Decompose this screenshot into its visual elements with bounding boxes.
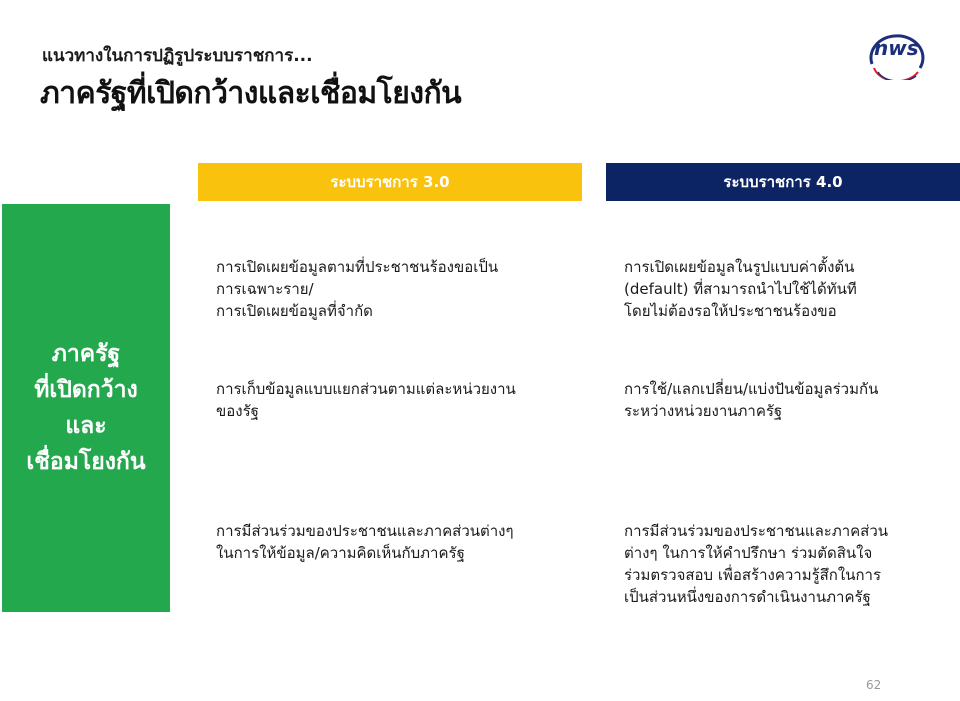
row-1-gov-3-0-text — [216, 256, 586, 322]
text-line: การเปิดเผยข้อมูลที่จำกัด — [216, 302, 373, 320]
slide-title: ภาครัฐที่เปิดกว้างและเชื่อมโยงกัน — [40, 76, 462, 111]
text-line: ร่วมตรวจสอบ เพื่อสร้างความรู้สึกในการ — [624, 566, 882, 584]
side-block-line: ที่เปิดกว้าง — [34, 377, 138, 403]
text-line: การมีส่วนร่วมของประชาชนและภาคส่วน — [624, 522, 889, 540]
organization-logo — [860, 24, 930, 80]
text-line: ของรัฐ — [216, 402, 259, 420]
text-line: การเปิดเผยข้อมูลในรูปแบบค่าตั้งต้น — [624, 258, 855, 276]
text-line: การเฉพาะราย/ — [216, 280, 314, 298]
text-line: การเปิดเผยข้อมูลตามที่ประชาชนร้องขอเป็น — [216, 258, 499, 276]
row-1-gov-4-0-text — [624, 256, 954, 322]
side-block-line: ภาครัฐ — [51, 341, 121, 367]
logo-text: nws — [874, 36, 919, 60]
text-line: การมีส่วนร่วมของประชาชนและภาคส่วนต่างๆ — [216, 522, 514, 540]
open-connected-government-block — [2, 204, 170, 612]
text-line: (default) ที่สามารถนำไปใช้ได้ทันที — [624, 280, 857, 298]
gov-3-0-header-label: ระบบราชการ 3.0 — [330, 173, 450, 191]
gov-4-0-header — [606, 163, 960, 201]
side-block-line: เชื่อมโยงกัน — [26, 449, 146, 475]
page-number: 62 — [866, 678, 882, 692]
gov-3-0-header — [198, 163, 582, 201]
row-2-gov-4-0-text — [624, 378, 954, 422]
slide-subtitle: แนวทางในการปฏิรูประบบราชการ... — [42, 46, 313, 66]
text-line: การเก็บข้อมูลแบบแยกส่วนตามแต่ละหน่วยงาน — [216, 380, 516, 398]
row-3-gov-3-0-text — [216, 520, 586, 564]
text-line: โดยไม่ต้องรอให้ประชาชนร้องขอ — [624, 302, 837, 320]
row-2-gov-3-0-text — [216, 378, 586, 422]
row-3-gov-4-0-text — [624, 520, 954, 608]
gov-4-0-header-label: ระบบราชการ 4.0 — [723, 173, 843, 191]
text-line: เป็นส่วนหนึ่งของการดำเนินงานภาครัฐ — [624, 588, 871, 606]
text-line: ต่างๆ ในการให้คำปรึกษา ร่วมตัดสินใจ — [624, 544, 873, 562]
side-block-line: และ — [65, 413, 107, 439]
text-line: การใช้/แลกเปลี่ยน/แบ่งปันข้อมูลร่วมกัน — [624, 380, 879, 398]
text-line: ในการให้ข้อมูล/ความคิดเห็นกับภาครัฐ — [216, 544, 465, 562]
text-line: ระหว่างหน่วยงานภาครัฐ — [624, 402, 783, 420]
